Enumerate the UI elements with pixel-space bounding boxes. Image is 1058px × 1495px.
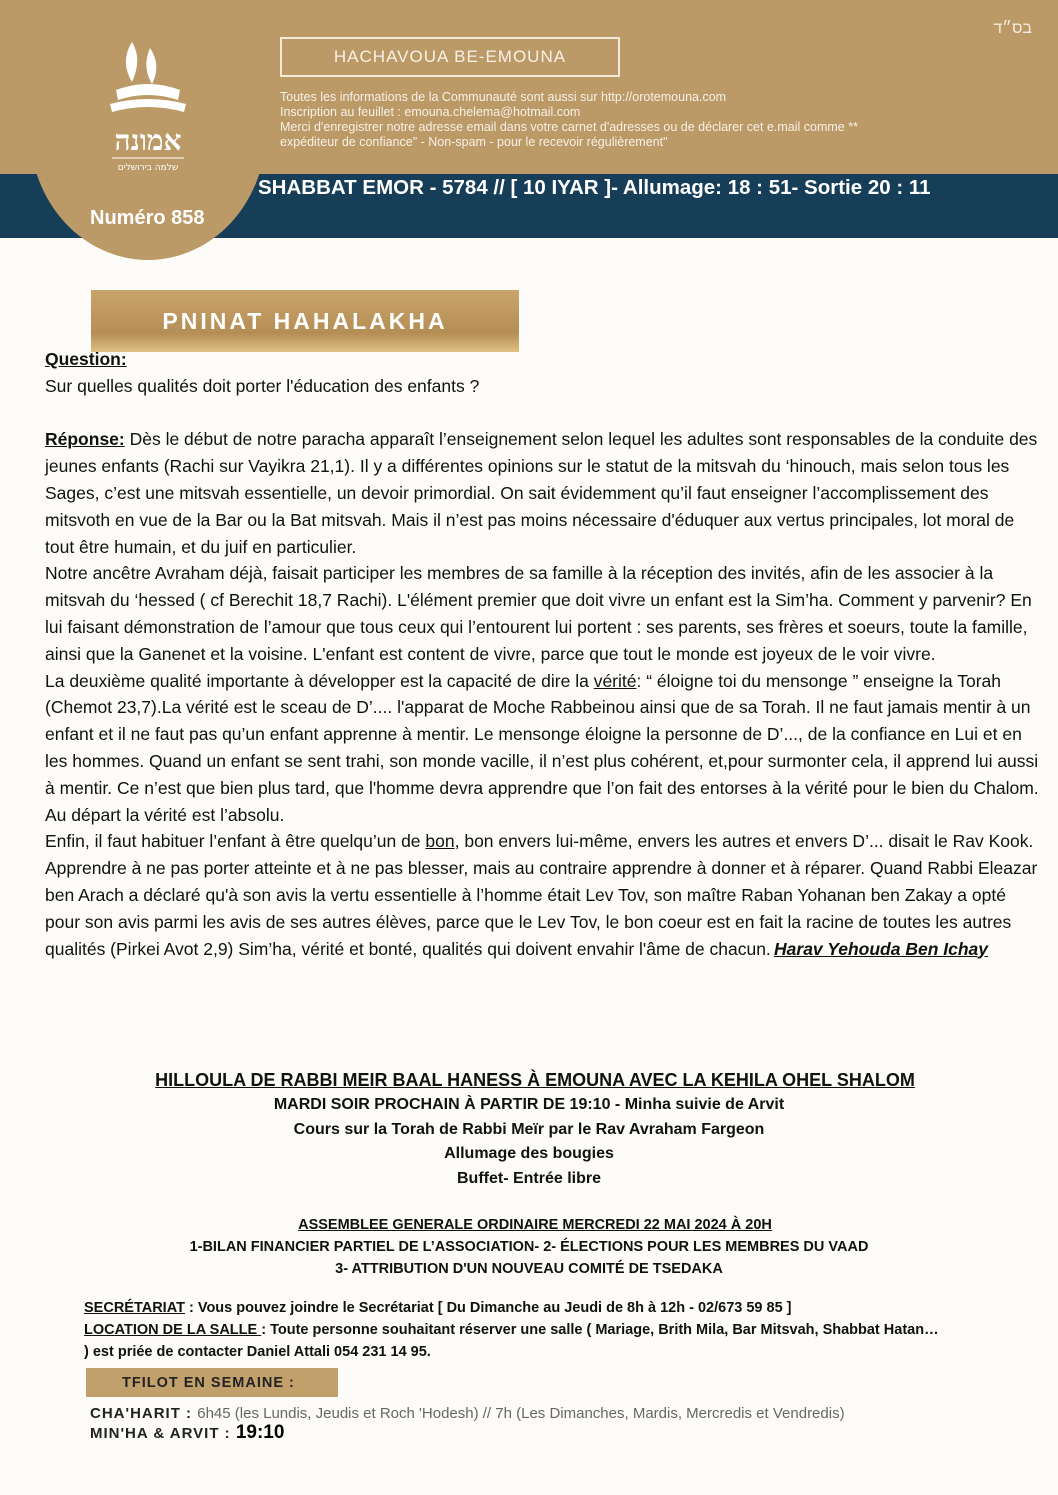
- logo-subtext: שלמה בירושלים: [117, 163, 179, 173]
- question-text: Sur quelles qualités doit porter l'éducation des enfants ?: [45, 375, 480, 396]
- shabbat-times: SHABBAT EMOR - 5784 // [ 10 IYAR ]- Allumage: 18 : 51- Sortie 20 : 11: [258, 176, 931, 199]
- assembly-announcement: [0, 1214, 1058, 1280]
- info-line: Merci d'enregistrer notre adresse email dans votre carnet d'adresses ou de déclarer cet e.mail comme **: [280, 120, 858, 134]
- assembly-title: ASSEMBLEE GENERALE ORDINAIRE MERCREDI 22 MAI 2024 À 20H: [298, 1217, 772, 1233]
- question-label: Question:: [45, 349, 127, 369]
- emouna-logo: [98, 38, 198, 178]
- secretariat-label: SECRÉTARIAT: [84, 1300, 185, 1316]
- hilloula-announcement: [0, 1068, 1058, 1191]
- chaharit-label: CHA'HARIT :: [90, 1405, 198, 1422]
- bsd-mark: בס״ד: [993, 20, 1032, 37]
- answer-text: Dès le début de notre paracha apparaît l’enseignement selon lequel les adultes sont responsables de la conduite des jeunes enfants (Rachi sur Vayikra 21,1). Il y a différentes opinions sur le statut de la mitsvah du ‘hinouch, mais selon tous les Sages, c’est une mitsvah essentielle, un devoir primordial. On sait évidemment qu’il faut enseigner l’accomplissement des mitsvoth en vue de la Bar ou la Bat mitsvah. Mais il n’est pas moins nécessaire d'éduquer aux vertus principales, lot moral de tout être humain, et du juif en particulier.: [45, 429, 1038, 557]
- assembly-line: 3- ATTRIBUTION D'UN NOUVEAU COMITÉ DE TSEDAKA: [335, 1261, 723, 1277]
- hilloula-line: Allumage des bougies: [444, 1145, 614, 1162]
- issue-number: Numéro 858: [90, 207, 205, 229]
- logo-text: אמונה: [114, 124, 182, 157]
- article: [45, 346, 1043, 962]
- article-author: Harav Yehouda Ben Ichay: [774, 938, 988, 959]
- paragraph-3: La deuxième qualité importante à développer est la capacité de dire la vérité: “ éloigne toi du mensonge ” enseigne la Torah (Chemot 23,7).La vérité est le sceau de D’.... l'apparat de Moche Rabbeinou ainsi que de sa Torah. Il ne faut jamais mentir à un enfant et il ne faut pas qu’un enfant apprenne à mentir. Le mensonge éloigne la personne de D’..., de la confiance en Lui et en les hommes. Quand un enfant se sent trahi, son monde vacille, il n’est plus cohérent, et,pour surmonter cela, il apprend lui aussi à mentir. Ce n’est que bien plus tard, que l'homme devra apprendre que l’on fait des entorses à la vérité pour le bien du Chalom. Au départ la vérité est l’absolu.: [45, 670, 1039, 825]
- secretariat-info: [84, 1297, 944, 1363]
- paragraph-2: Notre ancêtre Avraham déjà, faisait participer les membres de sa famille à la réception des invités, afin de les associer à la mitsvah du ‘hessed ( cf Berechit 18,7 Rachi). L'élément premier que doit vivre un enfant est la Sim’ha. Comment y parvenir? En lui faisant démonstration de l’amour que tous ceux qui l’entourent lui portent : ses parents, ses frères et soeurs, toute la famille, ainsi que la Ganenet et la voisine. L'enfant est content de vivre, parce que tout le monde est joyeux de le voir vivre.: [45, 563, 1032, 664]
- prayer-times: [90, 1404, 845, 1443]
- hilloula-line: Cours sur la Torah de Rabbi Meïr par le Rav Avraham Fargeon: [293, 1120, 765, 1138]
- hilloula-title: HILLOULA DE RABBI MEIR BAAL HANESS À EMOUNA AVEC LA KEHILA OHEL SHALOM: [155, 1070, 915, 1090]
- info-line: Inscription au feuillet : emouna.chelema@hotmail.com: [280, 105, 581, 119]
- keyword-verite: vérité: [593, 670, 637, 691]
- tfilot-banner: TFILOT EN SEMAINE :: [86, 1368, 338, 1397]
- hilloula-line: MARDI SOIR PROCHAIN À PARTIR DE 19:10 - Minha suivie de Arvit: [273, 1096, 785, 1113]
- hilloula-line: Buffet- Entrée libre: [456, 1169, 601, 1187]
- location-label: LOCATION DE LA SALLE: [84, 1322, 262, 1338]
- info-line: expéditeur de confiance" - Non-spam - pour le recevoir régulièrement": [280, 135, 668, 149]
- answer-label: Réponse:: [45, 429, 125, 450]
- paragraph-4: Enfin, il faut habituer l’enfant à être quelqu’un de bon, bon envers lui-même, envers les autres et envers D’... disait le Rav Kook. Apprendre à ne pas porter atteinte et à ne pas blesser, mais au contraire apprendre à donner et à réparer. Quand Rabbi Eleazar ben Arach a déclaré qu'à son avis la vertu essentielle à l’homme était Lev Tov, son maître Raban Yohanan ben Zakay a opté pour son avis parmi les avis de ses autres élèves, parce que le Lev Tov, le bon coeur est en fait la racine de toutes les autres qualités (Pirkei Avot 2,9) Sim’ha, vérité et bonté, qualités qui doivent envahir l'âme de chacun. Harav Yehouda Ben Ichay: [45, 828, 1043, 962]
- chaharit-times: 6h45 (les Lundis, Jeudis et Roch 'Hodesh) // 7h (Les Dimanches, Mardis, Mercredis et Vendredis): [197, 1405, 845, 1422]
- answer-paragraph: [45, 426, 1043, 560]
- assembly-line: 1-BILAN FINANCIER PARTIEL DE L’ASSOCIATION- 2- ÉLECTIONS POUR LES MEMBRES DU VAAD: [189, 1239, 869, 1255]
- keyword-bon: bon: [425, 831, 455, 852]
- minha-time: 19:10: [235, 1422, 285, 1443]
- header-info: [280, 90, 960, 150]
- secretariat-text: : Vous pouvez joindre le Secrétariat [ Du Dimanche au Jeudi de 8h à 12h - 02/673 59 85 ]: [184, 1300, 792, 1316]
- minha-label: MIN'HA & ARVIT :: [90, 1425, 236, 1442]
- newsletter-title-box: HACHAVOUA BE-EMOUNA: [280, 37, 620, 77]
- location-text: : Toute personne souhaitant réserver une salle ( Mariage, Brith Mila, Bar Mitsvah, Shabbat Hatan… ) est priée de contacter Daniel Attali 054 231 14 95.: [84, 1322, 939, 1360]
- section-banner: PNINAT HAHALAKHA: [91, 290, 519, 352]
- info-line: Toutes les informations de la Communauté sont aussi sur http://orotemouna.com: [280, 90, 727, 104]
